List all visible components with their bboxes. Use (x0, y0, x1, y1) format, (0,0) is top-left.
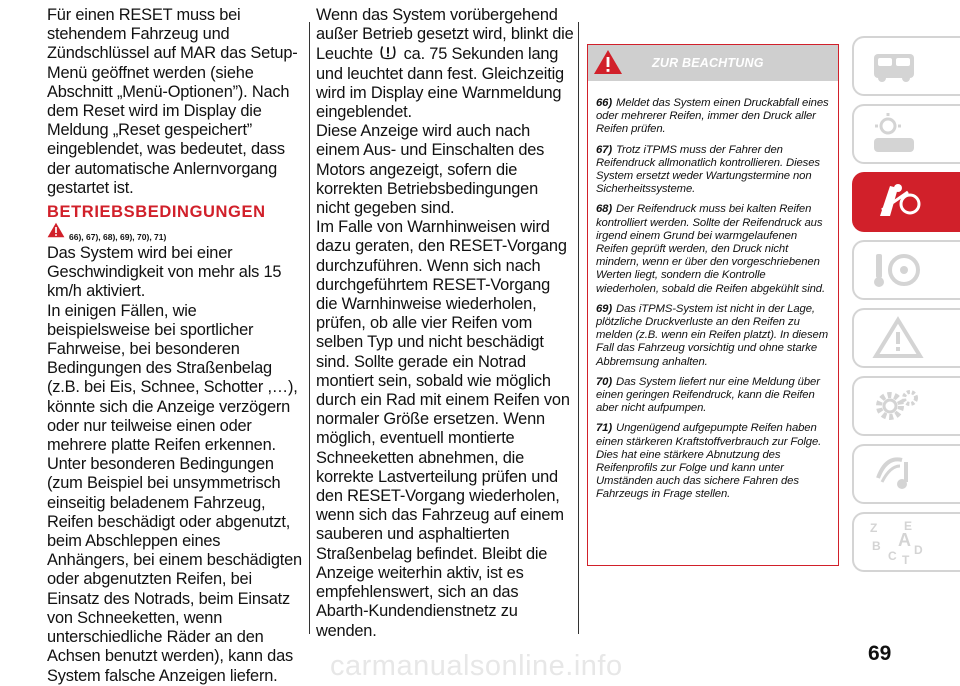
index-letter: D (914, 543, 923, 557)
paragraph-system-off-start: Wenn das System vorübergehend außer Betrieb gesetzt wird, blinkt die Leuchte (316, 6, 574, 64)
caution-item-text: Trotz iTPMS muss der Fahrer den Reifendruck allmonatlich kontrollieren. Dieses System ersetzt weder Wartungstermine non Sicherheitssysteme. (596, 143, 820, 196)
paragraph-special-cases: In einigen Fällen, wie beispielsweise bei sportlicher Fahrweise, bei besonderen Bedingungen des Straßenbelag (z.B. bei Eis, Schnee, Schotter ,…), könnte sich die Anzeige verzögern oder nur teilweise einen oder mehrere platte Reifen erkennen. (47, 301, 298, 455)
warning-triangle-icon (47, 222, 65, 238)
column-divider (309, 22, 310, 634)
caution-item-number: 70) (596, 375, 613, 388)
index-letter: C (888, 549, 897, 563)
seat-airbag-icon (868, 180, 924, 224)
tab-multimedia[interactable] (852, 444, 960, 504)
tab-driving[interactable] (852, 240, 960, 300)
caution-item (596, 422, 830, 501)
caution-item (596, 144, 830, 197)
paragraph-system-off (316, 6, 574, 122)
paragraph-activation: Das System wird bei einer Geschwindigkeit von mehr als 15 km/h aktiviert. (47, 244, 282, 301)
index-letter: Z (870, 521, 878, 535)
alphabetical-index-icon (868, 520, 924, 564)
index-letter: E (904, 520, 913, 533)
caution-item (596, 376, 830, 416)
tab-safety[interactable] (852, 172, 960, 232)
index-letter: T (902, 553, 910, 564)
tire-pressure-warning-icon (378, 44, 398, 60)
caution-item-text: Der Reifendruck muss bei kalten Reifen kontrolliert werden. Sollte der Reifendruck aus irgend einem Grund bei warmgelaufenen Reifen geprüft werden, den Druck nicht mindern, wenn er über den vorgeschriebenen Werten liegt, sondern die Kontrolle wiederholen, sobald die Reifen abgekühlt sind. (596, 203, 826, 295)
caution-item-text: Das System liefert nur eine Meldung über einen geringen Reifendruck, kann die Reifen aber nicht aufpumpen. (596, 375, 820, 415)
caution-header (588, 45, 838, 81)
caution-item-text: Ungenügend aufgepumpte Reifen haben einen stärkeren Kraftstoffverbrauch zur Folge. Dies hat eine stärkere Abnutzung des Reifenprofils zur Folge und kann unter Umständen auch das sichere Fahren des Fahrzeugs in Frage stellen. (596, 422, 822, 501)
key-steering-wheel-icon (868, 248, 924, 292)
tab-maintenance[interactable] (852, 376, 960, 436)
caution-title: ZUR BEACHTUNG (652, 56, 764, 70)
text-column-middle (316, 6, 574, 641)
caution-item (596, 303, 830, 369)
caution-item-number: 67) (596, 143, 613, 156)
caution-item-text: Meldet das System einen Druckabfall eines oder mehrerer Reifen, immer den Druck aller Reifen prüfen. (596, 97, 829, 136)
road-warning-icon (868, 316, 924, 360)
text-column-left (47, 6, 302, 686)
caution-item-text: Das iTPMS-System ist nicht in der Lage, plötzliche Druckverluste an den Reifen zu melden (z.B. wenn ein Reifen platzt). In diesem Fall das Fahrzeug vorsichtig und ohne starke Abbremsung anhalten. (596, 302, 829, 368)
reference-numbers: 66), 67), 68), 69), 70), 71) (69, 232, 167, 243)
page-number: 69 (868, 642, 892, 665)
warning-lights-icon (868, 112, 924, 156)
paragraph-system-off-end: ca. 75 Sekunden lang und leuchtet dann fest. Gleichzeitig wird im Display eine Warnmeldung eingeblendet. (316, 45, 564, 122)
watermark: carmanualsonline.info (330, 650, 623, 682)
maintenance-gears-icon (868, 384, 924, 428)
warning-references (47, 222, 302, 244)
paragraph-false-indications: Unter besonderen Bedingungen (zum Beispiel bei unsymmetrisch einseitig beladenem Fahrzeug, Reifen beschädigt oder abgenutzt, beim Abschleppen eines Anhängers, bei einem beschädigten oder abgenutzten Reifen, bei Einsatz des Notrads, beim Einsatz von Schneeketten, wenn unterschiedliche Räder an den Achsen benutzt werden), kann das System falsche Anzeigen liefern. (47, 455, 302, 685)
multimedia-icon (868, 452, 924, 496)
caution-box (587, 44, 839, 566)
caution-item-number: 68) (596, 203, 613, 216)
caution-item (596, 203, 830, 295)
caution-list (588, 81, 838, 502)
paragraph-engine-restart: Diese Anzeige wird auch nach einem Aus- und Einschalten des Motors angezeigt, sofern die korrekten Betriebsbedingungen nicht gegeben sind. (316, 122, 545, 218)
caution-item (596, 97, 830, 137)
caution-item-number: 69) (596, 302, 613, 315)
tab-index[interactable] (852, 512, 960, 572)
car-dashboard-icon (868, 44, 924, 88)
section-heading: BETRIEBSBEDINGUNGEN (47, 203, 266, 222)
index-letter: A (898, 530, 911, 550)
caution-item-number: 66) (596, 97, 613, 109)
index-letter: B (872, 539, 881, 553)
warning-triangle-icon (593, 49, 623, 75)
column-divider (578, 22, 579, 634)
tab-emergency[interactable] (852, 308, 960, 368)
paragraph-reset: Für einen RESET muss bei stehendem Fahrzeug und Zündschlüssel auf MAR das Setup-Menü geöffnet werden (siehe Abschnitt „Menü-Optionen”). Nach dem Reset wird im Display die Meldung „Reset gespeichert” eingeblendet, was bedeutet, dass der automatische Anlernvorgang gestartet ist. (47, 6, 298, 197)
caution-item-number: 71) (596, 422, 613, 435)
tab-dashboard[interactable] (852, 36, 960, 96)
tab-warning-lights[interactable] (852, 104, 960, 164)
paragraph-reset-advice: Im Falle von Warnhinweisen wird dazu geraten, den RESET-Vorgang durchzuführen. Wenn sich nach durchgeführtem RESET-Vorgang die Warnhinweise wiederholen, prüfen, ob alle vier Reifen vom selben Typ und nicht beschädigt sind. Sollte gerade ein Notrad montiert sein, sobald wie möglich durch ein Rad mit einem Reifen von normaler Größe ersetzen. Wenn möglich, eventuell montierte Schneeketten abnehmen, die korrekte Lastverteilung prüfen und den RESET-Vorgang wiederholen, wenn sich das Fahrzeug auf einem sauberen und asphaltierten Straßenbelag befindet. Bleibt die Anzeige weiterhin aktiv, ist es empfehlenswert, sich an das Abarth-Kundendienstnetz zu wenden. (316, 218, 570, 640)
